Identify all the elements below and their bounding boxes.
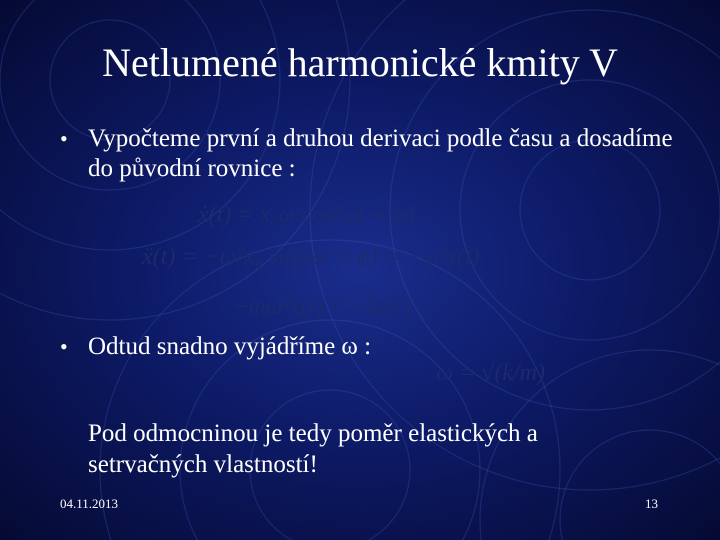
- page-number: 13: [645, 496, 658, 511]
- equation-second-derivative: ẍ(t) = −ω²x₀ sin(ωt + φ) = −ω²x(t): [142, 244, 480, 270]
- footer-date: 04.11.2013: [60, 496, 119, 511]
- bullet-dot-icon: •: [60, 126, 68, 151]
- bullet-text: Vypočteme první a druhou derivaci podle času a dosadíme do původní rovnice :: [88, 125, 673, 182]
- equation-first-derivative: ẋ(t) = x₀ω cos(ωt + φ): [198, 202, 415, 228]
- equation-substitution: −mω²x(t) = −kx(t): [232, 294, 412, 320]
- paragraph-text: Pod odmocninou je tedy poměr elastických a setrvačných vlastností!: [88, 420, 538, 478]
- bullet-text: Odtud snadno vyjádříme ω :: [88, 333, 372, 360]
- slide-title: Netlumené harmonické kmity V: [102, 40, 618, 85]
- equation-omega: ω = √(k/m): [436, 360, 545, 386]
- bullet-dot-icon: •: [60, 334, 68, 359]
